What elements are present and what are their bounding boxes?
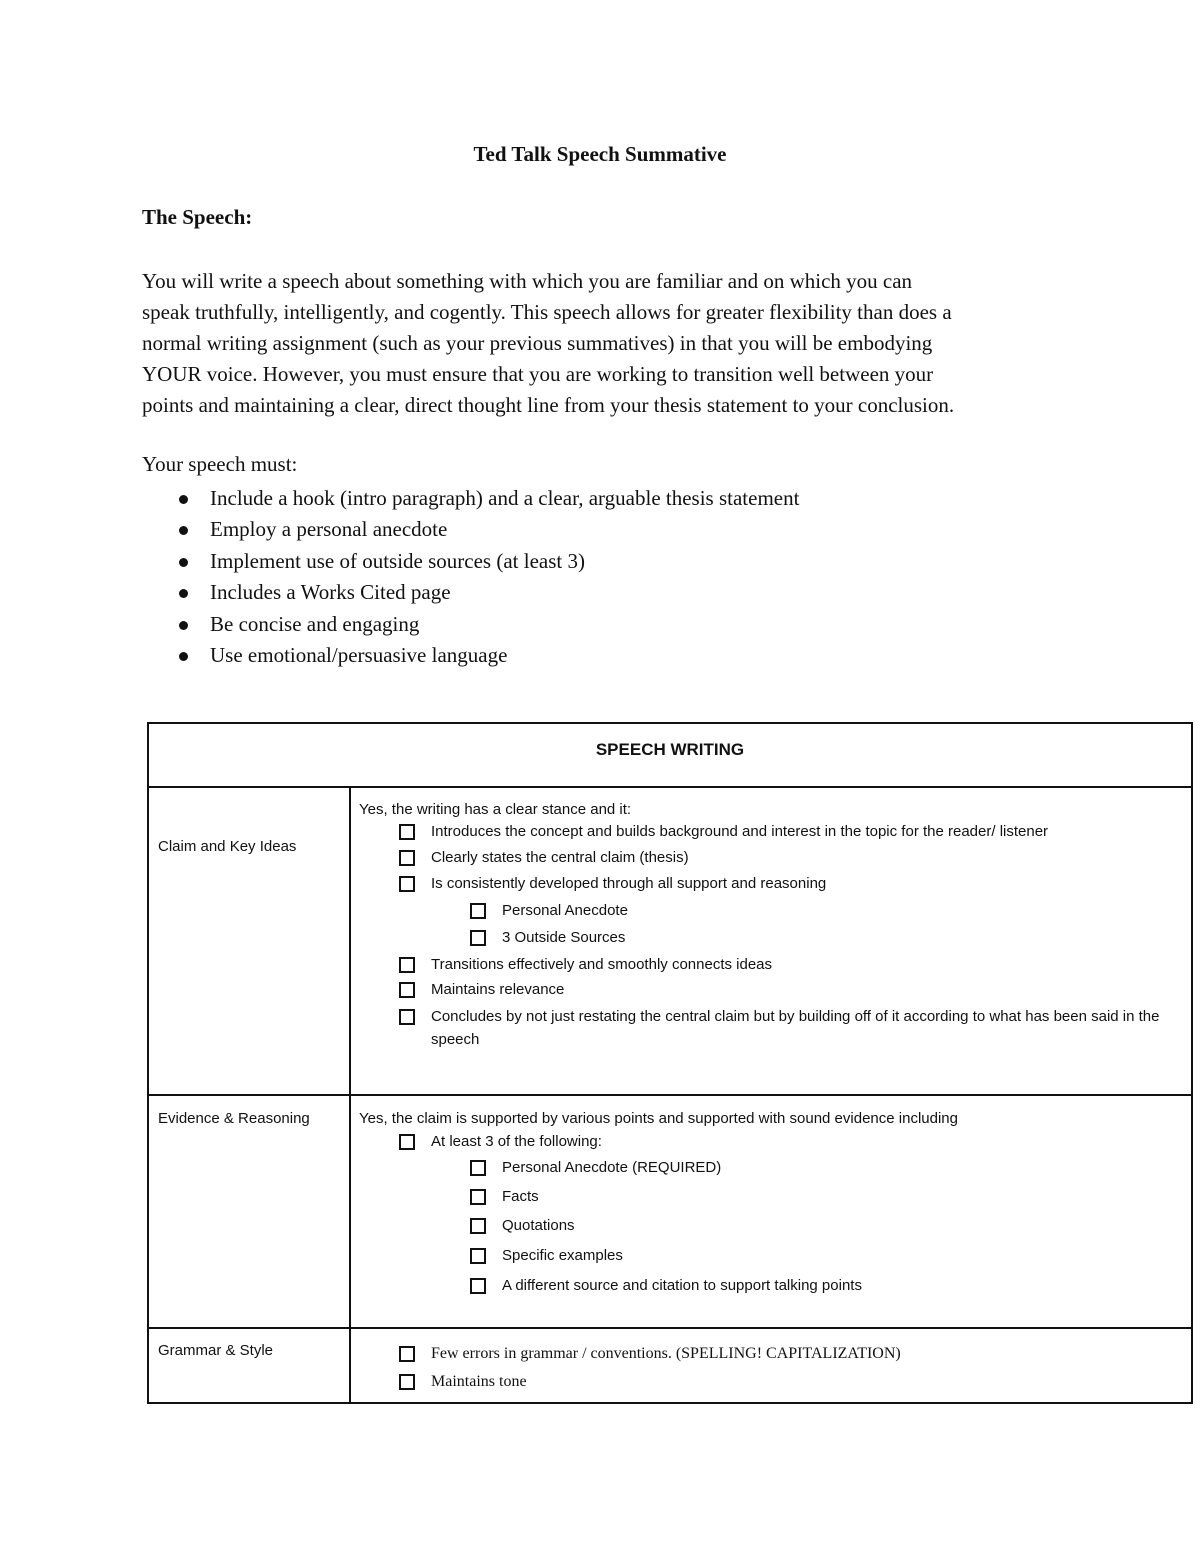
list-item [142, 640, 799, 671]
rubric-table [147, 722, 1193, 1404]
evidence-intro: Yes, the claim is supported by various points and supported with sound evidence including [359, 1110, 958, 1127]
intro-line: YOUR voice. However, you must ensure that you are working to transition well between your [142, 362, 934, 386]
checklist-item-label: Specific examples [502, 1247, 623, 1264]
requirements-list [142, 483, 799, 671]
row-divider [149, 1094, 1191, 1096]
checklist-item-label: 3 Outside Sources [502, 929, 626, 946]
bullet-icon [179, 558, 188, 567]
checklist-item-label: Introduces the concept and builds background and interest in the topic for the reader/ listener [431, 823, 1049, 840]
checklist-item-label: Clearly states the central claim (thesis) [431, 849, 689, 866]
list-item-text: Employ a personal anecdote [210, 517, 448, 542]
list-item-text: Include a hook (intro paragraph) and a clear, arguable thesis statement [210, 486, 800, 510]
checkbox-icon[interactable] [470, 903, 486, 919]
checklist-item-label: Is consistently developed through all support and reasoning [431, 875, 827, 892]
list-item-text: Use emotional/persuasive language [210, 643, 508, 668]
list-item-text: Implement use of outside sources (at least 3) [210, 548, 585, 573]
checkbox-icon[interactable] [470, 1218, 486, 1234]
checkbox-icon[interactable] [399, 876, 415, 892]
checkbox-icon[interactable] [470, 1189, 486, 1205]
row-label-evidence: Evidence & Reasoning [158, 1110, 310, 1127]
bullet-icon [179, 621, 188, 630]
checkbox-icon[interactable] [399, 1009, 415, 1025]
checklist-item-label: Quotations [502, 1217, 575, 1234]
checkbox-icon[interactable] [399, 824, 415, 840]
checklist-item-label: Personal Anecdote [502, 902, 628, 919]
row-label-claim: Claim and Key Ideas [158, 838, 297, 855]
intro-line: You will write a speech about something with which you are familiar and on which you can [142, 269, 913, 293]
checkbox-icon[interactable] [399, 957, 415, 973]
checkbox-icon[interactable] [399, 850, 415, 866]
checklist-item-label: Maintains relevance [431, 981, 565, 998]
intro-line: normal writing assignment (such as your previous summatives) in that you will be embodying [142, 331, 933, 355]
list-item [142, 577, 799, 608]
bullet-icon [179, 526, 188, 535]
bullet-icon [179, 495, 188, 504]
checkbox-icon[interactable] [470, 1160, 486, 1176]
checkbox-icon[interactable] [399, 1134, 415, 1150]
section-heading: The Speech: [142, 205, 253, 229]
list-item-text: Be concise and engaging [210, 611, 420, 636]
checkbox-icon[interactable] [399, 1346, 415, 1362]
bullet-icon [179, 589, 188, 598]
checklist-item-label: Facts [502, 1188, 539, 1205]
checkbox-icon[interactable] [470, 1248, 486, 1264]
list-item [142, 546, 799, 577]
list-item [142, 609, 799, 640]
intro-line: speak truthfully, intelligently, and cogently. This speech allows for greater flexibility than does a [142, 300, 952, 324]
bullet-icon [179, 652, 188, 661]
rubric-header: SPEECH WRITING [149, 724, 1191, 788]
checkbox-icon[interactable] [399, 982, 415, 998]
column-divider [349, 788, 351, 1404]
requirements-label: Your speech must: [142, 452, 298, 476]
intro-line: points and maintaining a clear, direct thought line from your thesis statement to your conclusion. [142, 393, 955, 417]
checkbox-icon[interactable] [399, 1374, 415, 1390]
checklist-item-label: A different source and citation to support talking points [502, 1277, 862, 1294]
intro-paragraph [142, 266, 1072, 421]
checklist-item-label: Few errors in grammar / conventions. (SPELLING! CAPITALIZATION) [431, 1345, 901, 1362]
list-item [142, 514, 799, 545]
checklist-item-label: Concludes by not just restating the central claim but by building off of it according to what has been said in the speech [431, 1008, 1160, 1048]
row-divider [149, 1327, 1191, 1329]
checklist-item-label: Transitions effectively and smoothly connects ideas [431, 956, 773, 973]
list-item-text: Includes a Works Cited page [210, 580, 451, 605]
claim-intro: Yes, the writing has a clear stance and it: [359, 801, 632, 818]
row-label-grammar: Grammar & Style [158, 1342, 274, 1359]
page-title: Ted Talk Speech Summative [473, 142, 727, 166]
checkbox-icon[interactable] [470, 1278, 486, 1294]
list-item [142, 483, 799, 514]
checklist-item-label: Maintains tone [431, 1373, 527, 1390]
checkbox-icon[interactable] [470, 930, 486, 946]
checklist-item-label: Personal Anecdote (REQUIRED) [502, 1159, 722, 1176]
checklist-item-label: At least 3 of the following: [431, 1133, 602, 1150]
